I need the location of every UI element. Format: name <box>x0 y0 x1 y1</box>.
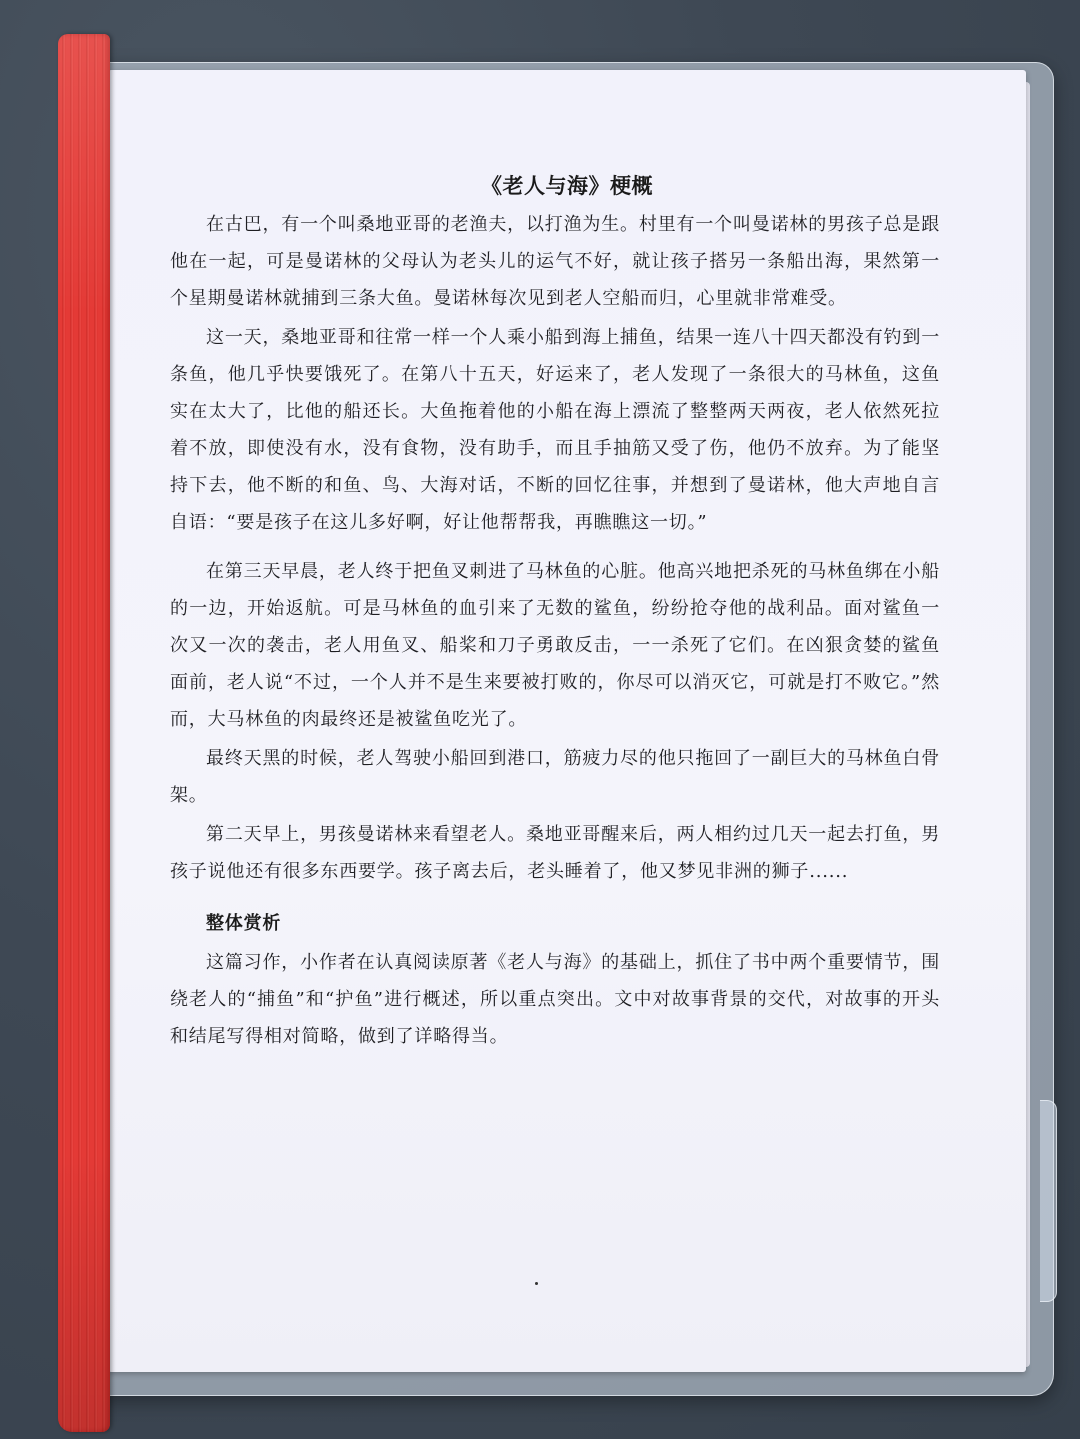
paragraph-analysis: 这篇习作，小作者在认真阅读原著《老人与海》的基础上，抓住了书中两个重要情节，围绕老人的“捕鱼”和“护鱼”进行概述，所以重点突出。文中对故事背景的交代，对故事的开头和结尾写得相对简略，做到了详略得当。 <box>170 952 940 1047</box>
sleeve-tab <box>1040 1100 1057 1302</box>
paragraph-return: 最终天黑的时候，老人驾驶小船回到港口，筋疲力尽的他只拖回了一副巨大的马林鱼白骨架。 <box>170 748 940 806</box>
paper-speck <box>535 1282 538 1285</box>
paragraph-sharks: 在第三天早晨，老人终于把鱼叉刺进了马林鱼的心脏。他高兴地把杀死的马林鱼绑在小船的一边，开始返航。可是马林鱼的血引来了无数的鲨鱼，纷纷抢夺他的战利品。面对鲨鱼一次又一次的袭击，老人用鱼叉、船桨和刀子勇敢反击，一一杀死了它们。在凶狠贪婪的鲨鱼面前，老人说“不过，一个人并不是生来要被打败的，你尽可以消灭它，可就是打不败它。”然而，大马林鱼的肉最终还是被鲨鱼吃光了。 <box>170 561 940 730</box>
red-binder-spine <box>58 34 110 1432</box>
section-heading: 整体赏析 <box>206 913 282 934</box>
paragraph-ending: 第二天早上，男孩曼诺林来看望老人。桑地亚哥醒来后，两人相约过几天一起去打鱼，男孩子说他还有很多东西要学。孩子离去后，老头睡着了，他又梦见非洲的狮子...... <box>170 824 940 882</box>
paragraph-fishing: 这一天，桑地亚哥和往常一样一个人乘小船到海上捕鱼，结果一连八十四天都没有钓到一条鱼，他几乎快要饿死了。在第八十五天，好运来了，老人发现了一条很大的马林鱼，这鱼实在太大了，比他的船还长。大鱼拖着他的小船在海上漂流了整整两天两夜，老人依然死拉着不放，即使没有水，没有食物，没有助手，而且手抽筋又受了伤，他仍不放弃。为了能坚持下去，他不断的和鱼、鸟、大海对话，不断的回忆往事，并想到了曼诺林，他大声地自言自语：“要是孩子在这儿多好啊，好让他帮帮我，再瞧瞧这一切。” <box>170 327 940 533</box>
document-body <box>170 206 940 1057</box>
paragraph-intro: 在古巴，有一个叫桑地亚哥的老渔夫，以打渔为生。村里有一个叫曼诺林的男孩子总是跟他在一起，可是曼诺林的父母认为老头儿的运气不好，就让孩子搭另一条船出海，果然第一个星期曼诺林就捕到三条大鱼。曼诺林每次见到老人空船而归，心里就非常难受。 <box>170 214 940 309</box>
document-title: 《老人与海》梗概 <box>481 174 653 198</box>
